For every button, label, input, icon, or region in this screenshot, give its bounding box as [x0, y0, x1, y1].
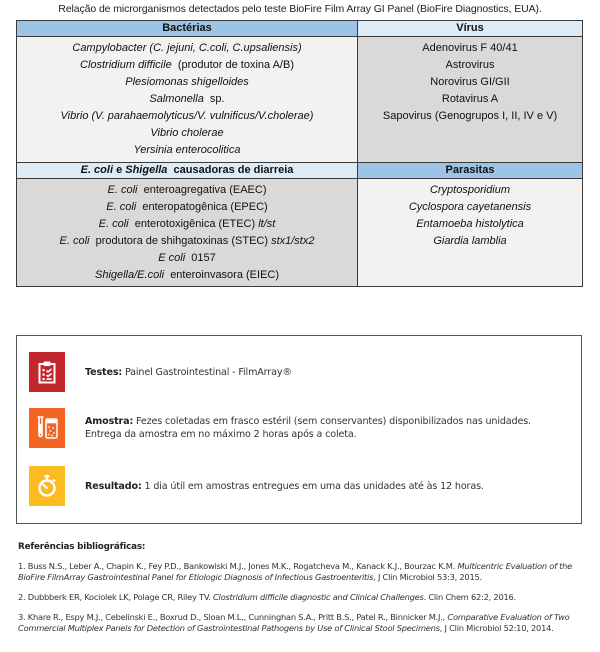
organism-name: Vibrio cholerae: [150, 127, 224, 139]
list-item: [17, 108, 357, 125]
info-item-sample: [29, 408, 531, 448]
reference-authors: 1. Buss N.S., Leber A., Chapin K., Fey P.D., Bankowiski M.J., Jones M.K., Rogatcheva M., Kanack K.J., Bourzac K.M.: [18, 561, 458, 571]
list-item: [17, 57, 357, 74]
reference-authors: 3. Khare R., Espy M.J., Cebelinski E., Boxrud D., Sloan M.L., Cunninghan S.A., Pritt B.S., Patel R., Binnicker M.J.,: [18, 612, 448, 622]
reference-source: , J Clin Microbiol 52:10, 2014.: [439, 623, 554, 633]
stopwatch-icon: [29, 466, 65, 506]
list-item: Cryptosporidium: [429, 184, 511, 196]
reference-title: Multicentric Evaluation of the BioFire FilmArray Gastrointestinal Panel for Etiologic Diagnosis of Infectious Gastroenteritis: [18, 561, 573, 582]
list-item: [17, 142, 357, 159]
header-virus: Vírus: [358, 21, 583, 37]
references-title: Referências bibliográficas:: [18, 542, 146, 552]
virus-list: [358, 37, 582, 127]
list-item: Giardia lamblia: [433, 235, 507, 247]
ecoli-cell: [17, 179, 358, 287]
clipboard-checklist-icon: [29, 352, 65, 392]
header-parasites: Parasitas: [358, 163, 583, 179]
header-part: causadoras de diarreia: [167, 164, 294, 176]
organism-note: enteropatogênica (EPEC): [136, 201, 268, 213]
reference-source: . Clin Chem 62:2, 2016.: [423, 592, 516, 602]
organism-note: (produtor de toxina A/B): [171, 59, 294, 71]
list-item: Entamoeba histolytica: [416, 218, 524, 230]
list-item: Sapovirus (Genogrupos I, II, IV e V): [382, 110, 558, 122]
references-section: [18, 542, 584, 643]
organism-note: produtora de shihgatoxinas (STEC): [89, 235, 272, 247]
header-part: Shigella: [125, 164, 168, 176]
info-label: Amostra:: [85, 416, 134, 427]
info-value-line2: Entrega da amostra em no máximo 2 horas após a coleta.: [85, 429, 357, 440]
list-item: [17, 216, 357, 233]
list-item: [17, 199, 357, 216]
info-text-tests: [85, 366, 292, 379]
organisms-table: [16, 20, 583, 287]
reference-item: [18, 612, 584, 634]
parasites-cell: [358, 179, 583, 287]
reference-source: , J Clin Microbiol 53:3, 2015.: [373, 572, 482, 582]
header-bacteria: Bactérias: [17, 21, 358, 37]
organism-name: Campylobacter (C. jejuni, C.coli, C.upsaliensis): [72, 42, 302, 54]
organism-name: E. coli: [59, 235, 90, 247]
info-text-sample: [85, 415, 531, 441]
bacteria-list: [17, 37, 357, 161]
virus-cell: [358, 37, 583, 163]
reference-item: [18, 592, 584, 603]
list-item: Astrovirus: [445, 59, 495, 71]
test-info-box: [16, 335, 582, 524]
table-caption: Relação de microrganismos detectados pelo teste BioFire Film Array GI Panel (BioFire Diagnostics, EUA).: [58, 3, 542, 15]
list-item: [17, 74, 357, 91]
info-value: Painel Gastrointestinal - FilmArray®: [122, 366, 292, 378]
parasites-list: [358, 179, 582, 252]
organism-note: sp.: [203, 93, 225, 105]
organism-name: E. coli: [107, 184, 138, 196]
reference-authors: 2. Dubbberk ER, Kociolek LK, Polage CR, Riley TV.: [18, 592, 213, 602]
organism-name: E. coli: [98, 218, 129, 230]
list-item: [17, 267, 357, 284]
header-part: E. coli: [80, 164, 114, 176]
organism-name: Vibrio (V. parahaemolyticus/V. vulnificus/V.cholerae): [60, 110, 314, 122]
organism-note: enteroinvasora (EIEC): [164, 269, 280, 281]
info-item-tests: [29, 352, 292, 392]
list-item: [17, 91, 357, 108]
list-item: [17, 182, 357, 199]
header-ecoli-shigella: [17, 163, 358, 179]
info-value: 1 dia útil em amostras entregues em uma das unidades até às 12 horas.: [141, 480, 484, 492]
info-label: Testes:: [85, 366, 123, 378]
organism-name: Yersinia enterocolitica: [133, 144, 241, 156]
reference-title: Comparative Evaluation of Two Commercial Multiplex Panels for Detection of Gastrointestinal Pathogens by Use of Clinical Stool Specimens: [18, 612, 570, 633]
list-item: Cyclospora cayetanensis: [408, 201, 532, 213]
organism-note: enterotoxigênica (ETEC): [128, 218, 259, 230]
sample-tube-icon: [29, 408, 65, 448]
list-item: Adenovirus F 40/41: [422, 42, 518, 54]
list-item: [17, 233, 357, 250]
organism-name: Salmonella: [149, 93, 204, 105]
reference-title: Clostridium difficile diagnostic and Clinical Challenges: [212, 592, 424, 602]
organism-name: Clostridium difficile: [80, 59, 172, 71]
info-item-result: [29, 466, 484, 506]
ecoli-list: [17, 179, 357, 286]
list-item: [17, 125, 357, 142]
organism-note: 0157: [185, 252, 216, 264]
info-value: Fezes coletadas em frasco estéril (sem conservantes) disponibilizados nas unidades.: [133, 416, 531, 427]
organism-note: enteroagregativa (EAEC): [137, 184, 267, 196]
header-part: e: [113, 164, 126, 176]
organism-name: E. coli: [106, 201, 137, 213]
organism-gene: stx1/stx2: [271, 235, 315, 247]
organism-name: Shigella/E.coli: [94, 269, 165, 281]
info-label: Resultado:: [85, 480, 142, 492]
list-item: Norovirus GI/GII: [430, 76, 510, 88]
organism-name: E coli: [158, 252, 186, 264]
list-item: Rotavirus A: [441, 93, 499, 105]
organism-name: Plesiomonas shigelloides: [125, 76, 249, 88]
reference-item: [18, 561, 584, 583]
organism-gene: lt/st: [258, 218, 276, 230]
list-item: [17, 250, 357, 267]
list-item: [17, 40, 357, 57]
bacteria-cell: [17, 37, 358, 163]
info-text-result: [85, 480, 484, 493]
